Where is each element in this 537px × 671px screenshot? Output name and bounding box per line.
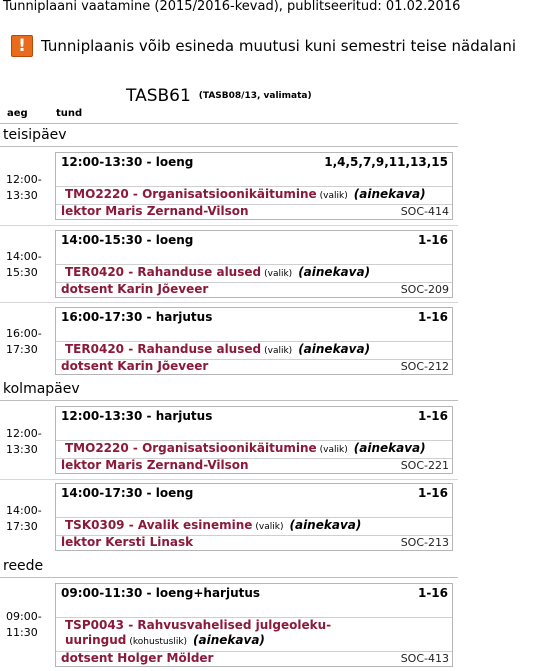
- lesson-card: [55, 152, 453, 220]
- course-link[interactable]: TMO2220 - Organisatsioonikäitumine: [65, 187, 317, 201]
- course-link[interactable]: TER0420 - Rahanduse alused: [65, 342, 262, 356]
- row-divider: [0, 225, 458, 226]
- lesson-footer: [61, 282, 449, 297]
- course-link[interactable]: TSK0309 - Avalik esinemine: [65, 518, 253, 532]
- course-row: [56, 186, 452, 205]
- lesson-time: 09:00- 11:30: [6, 610, 42, 639]
- lesson-weeks: 1,4,5,7,9,11,13,15: [324, 155, 448, 169]
- teacher-link[interactable]: lektor Maris Zernand-Vilson: [61, 458, 249, 472]
- lesson-footer: [61, 204, 449, 219]
- day-label-reede: reede: [3, 558, 44, 574]
- course-link[interactable]: uuringud: [65, 633, 127, 647]
- row-divider: [0, 302, 458, 303]
- lesson-card: [55, 583, 453, 667]
- lesson-header: 12:00-13:30 - harjutus 1-16: [61, 409, 448, 423]
- teacher-link[interactable]: dotsent Karin Jõeveer: [61, 282, 209, 296]
- lesson-weeks: 1-16: [417, 586, 448, 600]
- teacher-link[interactable]: dotsent Karin Jõeveer: [61, 359, 209, 373]
- room-code: SOC-213: [400, 536, 449, 549]
- lesson-footer: [61, 535, 449, 550]
- room-code: SOC-414: [400, 205, 449, 218]
- room-code: SOC-212: [400, 360, 449, 373]
- day-divider: [0, 146, 458, 147]
- teacher-link[interactable]: lektor Kersti Linask: [61, 535, 194, 549]
- lesson-time: 12:00- 13:30: [6, 427, 42, 456]
- warning-text: Tunniplaanis võib esineda muutusi kuni semestri teise nädalani: [41, 37, 516, 55]
- course-row: [56, 341, 452, 360]
- room-code: SOC-413: [400, 652, 449, 665]
- course-type: (valik): [319, 445, 348, 455]
- course-row: [56, 440, 452, 459]
- course-type: (valik): [264, 346, 293, 356]
- lesson-time: 14:00- 15:30: [6, 250, 42, 279]
- lesson-header: 14:00-17:30 - loeng 1-16: [61, 486, 448, 500]
- lesson-header: 12:00-13:30 - loeng 1,4,5,7,9,11,13,15: [61, 155, 448, 169]
- lesson-weeks: 1-16: [417, 409, 448, 423]
- course-link[interactable]: TSP0043 - Rahvusvahelised julgeoleku-: [65, 618, 332, 632]
- column-header-aeg: aeg: [7, 108, 28, 119]
- lesson-weeks: 1-16: [417, 233, 448, 247]
- lesson-card: [55, 230, 453, 298]
- teacher-link[interactable]: lektor Maris Zernand-Vilson: [61, 204, 249, 218]
- ainekava-link[interactable]: (ainekava): [298, 265, 371, 279]
- lesson-card: [55, 483, 453, 551]
- lesson-weeks: 1-16: [417, 310, 448, 324]
- group-subtitle: (TASB08/13, valimata): [198, 91, 312, 101]
- group-title: [126, 86, 312, 106]
- day-label-kolmapaev: kolmapäev: [3, 381, 80, 397]
- warning-banner: [11, 34, 516, 58]
- course-link[interactable]: TMO2220 - Organisatsioonikäitumine: [65, 441, 317, 455]
- lesson-time: 16:00- 17:30: [6, 327, 42, 356]
- course-type: (valik): [319, 191, 348, 201]
- header-divider: [0, 123, 458, 124]
- course-row: [56, 617, 452, 652]
- lesson-time: 14:00- 17:30: [6, 504, 42, 533]
- lesson-header: 14:00-15:30 - loeng 1-16: [61, 233, 448, 247]
- room-code: SOC-209: [400, 283, 449, 296]
- day-divider: [0, 400, 458, 401]
- column-header-tund: tund: [56, 108, 83, 119]
- room-code: SOC-221: [400, 459, 449, 472]
- lesson-footer: [61, 458, 449, 473]
- page-title: Tunniplaani vaatamine (2015/2016-kevad), publitseeritud: 01.02.2016: [3, 0, 461, 14]
- lesson-time: 12:00- 13:30: [6, 173, 42, 202]
- day-label-teisipaev: teisipäev: [3, 127, 67, 143]
- course-type: (valik): [264, 269, 293, 279]
- lesson-card: [55, 406, 453, 474]
- ainekava-link[interactable]: (ainekava): [289, 518, 362, 532]
- course-row: [56, 264, 452, 283]
- lesson-header: 09:00-11:30 - loeng+harjutus 1-16: [61, 586, 448, 600]
- lesson-weeks: 1-16: [417, 486, 448, 500]
- teacher-link[interactable]: dotsent Holger Mölder: [61, 651, 214, 665]
- course-link[interactable]: TER0420 - Rahanduse alused: [65, 265, 262, 279]
- group-name: TASB61: [126, 86, 191, 106]
- ainekava-link[interactable]: (ainekava): [193, 633, 265, 647]
- exclamation-icon: !: [11, 35, 33, 57]
- lesson-card: [55, 307, 453, 375]
- day-divider: [0, 577, 458, 578]
- lesson-footer: [61, 651, 449, 666]
- ainekava-link[interactable]: (ainekava): [353, 187, 426, 201]
- lesson-footer: [61, 359, 449, 374]
- lesson-header: 16:00-17:30 - harjutus 1-16: [61, 310, 448, 324]
- ainekava-link[interactable]: (ainekava): [298, 342, 371, 356]
- course-type: (valik): [255, 522, 284, 532]
- row-divider: [0, 479, 458, 480]
- course-row: [56, 517, 452, 536]
- ainekava-link[interactable]: (ainekava): [353, 441, 426, 455]
- course-type: (kohustuslik): [129, 637, 188, 647]
